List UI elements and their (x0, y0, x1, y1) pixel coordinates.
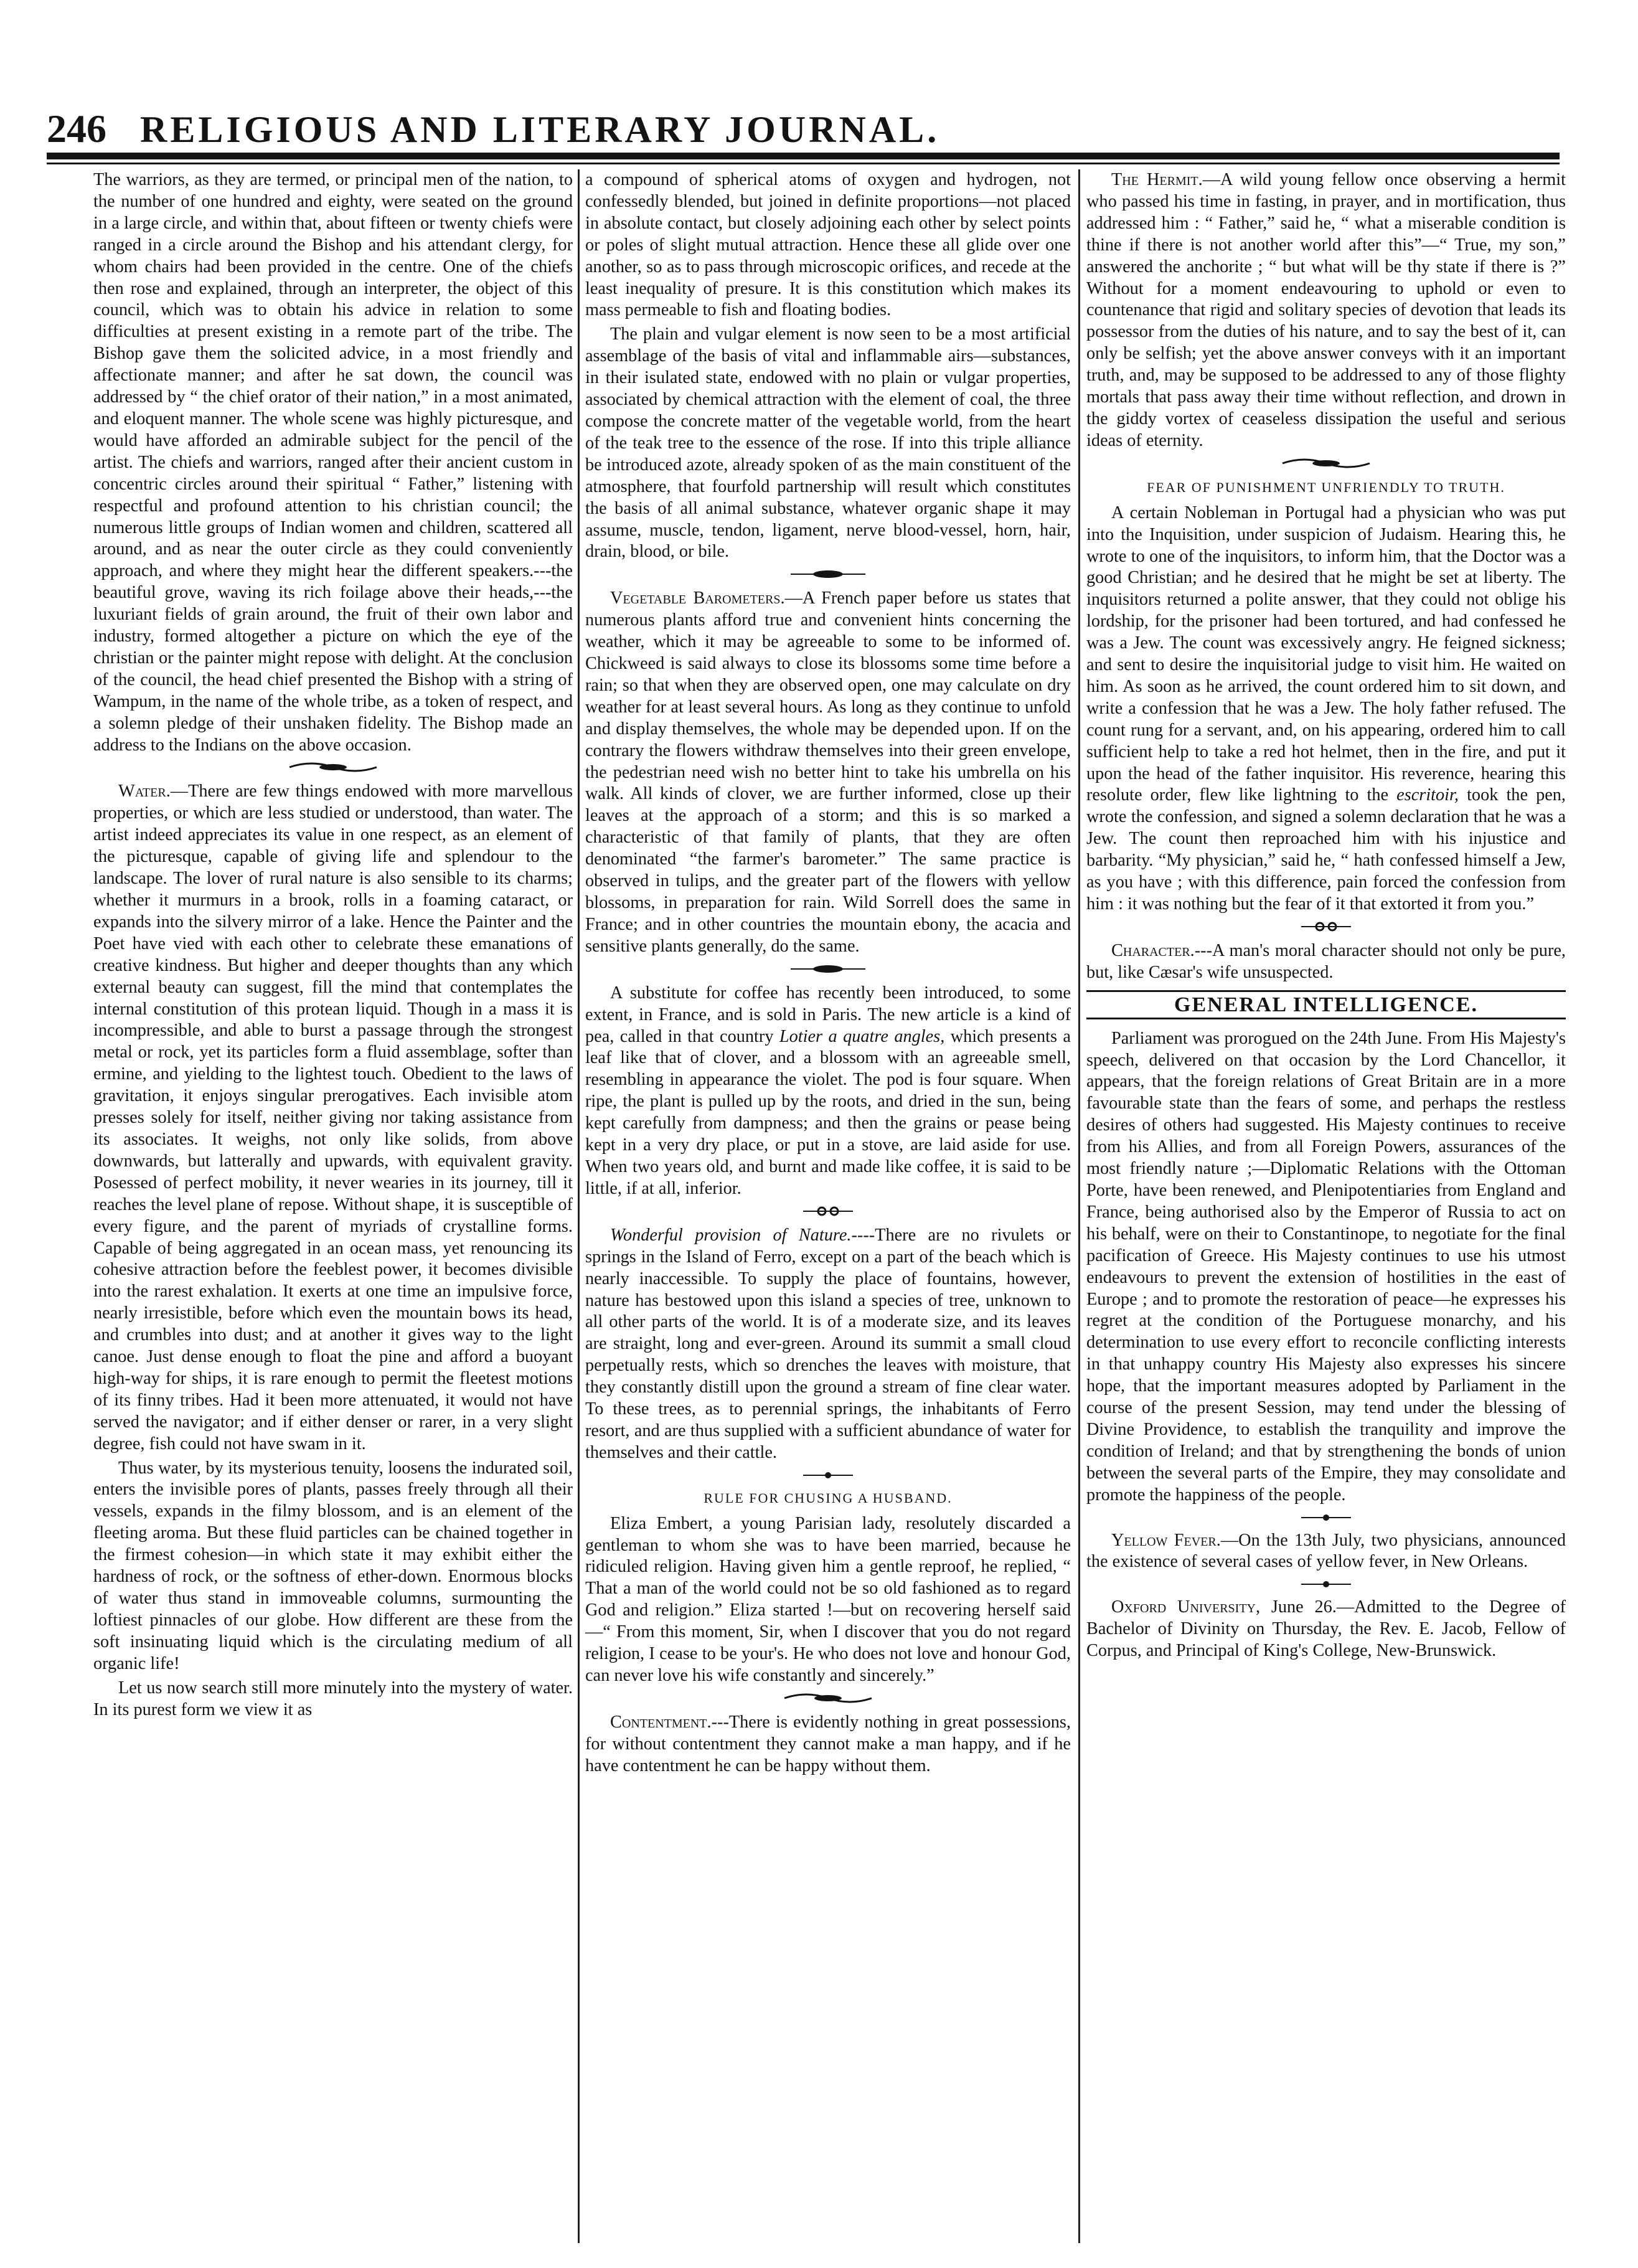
article-fear: A certain Nobleman in Portugal had a physician who was put into the Inquisition, under suspicion of Judaism. Hearing this, he wrote to one of the inquisitors, to inform him, that the Doctor was a good Christian; and he desired that he might be set at liberty. The inquisitors returned a polite answer, that they could not oblige his lordship, for the prisoner had been tortured, and had confessed he was a Jew. The count was excessively angry. He feigned sickness; and sent to desire the inquisitorial judge to visit him. He waited on him. As soon as he arrived, the count ordered him to sit down, and write a confession that he was a Jew. The holy father refused. The count rung for a servant, and, on his appearing, ordered him to call sufficient help to take a red hot helmet, then in the fire, and put it upon the head of the father inquisitor. His reverence, hearing this resolute order, flew like lightning to the escritoir, took the pen, wrote the confession, and signed a solemn declaration that he was a Jew. The count then reproached him with his injustice and barbarity. “My physician,” said he, “ hath confessed himself a Jew, as you have ; with this difference, pain forced the confession from him : it was nothing but the fear of it that extorted it from you.” (1086, 503, 1566, 914)
masthead (47, 106, 1560, 149)
ornament-divider (1086, 457, 1566, 471)
article-lead: Contentment. (610, 1712, 712, 1732)
article-paragraph: Eliza Embert, a young Parisian lady, resolutely discarded a gentleman to whom she was to have been married, because he ridiculed religion. Having given him a gentle reproof, he replied, “ That a man of the world could not be so old fashioned as to regard God and religion.” Eliza started !—but on recovering herself said—“ From this moment, Sir, when I discover that you do not regard religion, I cease to be your's. He who does not love and honour God, can never love his wife constantly and sincerely.” (585, 1513, 1071, 1685)
article-lead: Wonderful provision of Nature. (610, 1225, 852, 1245)
article-paragraph: Thus water, by its mysterious tenuity, loosens the indurated soil, enters the invisible pores of plants, passes freely through all their vessels, expands in the filmy blossom, and is an element of the fleeting aroma. But these fluid particles can be chained together in the firmest cohesion—in which state it may exhibit either the hardness of rock, or the softness of ether-down. Enormous blocks of water thus stand in immoveable columns, surmounting the loftiest pinnacles of our globe. How different are these from the soft insinuating liquid which is the circulating medium of all organic life! (93, 1458, 573, 1673)
article-fever: Yellow Fever.—On the 13th July, two physicians, announced the existence of several cases of yellow fever, in New Orleans. (1086, 1530, 1566, 1572)
page-number: 246 (47, 106, 106, 151)
article-heading: RULE FOR CHUSING A HUSBAND. (704, 1490, 953, 1506)
article-barometers: Vegetable Barometers.—A French paper before us states that numerous plants afford true and convenient hints concerning the weather, which it may be agreeable to some to be informed of. Chickweed is said always to close its blossoms some time before a rain; so that when they are observed open, one may calculate on dry weather for at least several hours. As long as they continue to unfold and display themselves, the whole may be depended upon. If on the contrary the flowers withdraw themselves into their green envelope, the pedestrian need wish no better hint to take his umbrella on his walk. All kinds of clover, we are further informed, close up their leaves at the approach of a storm; and this is so marked a characteristic of that family of plants, that they are often denominated “the farmer's barometer.” The same practice is observed in tulips, and the greater part of the flowers with yellow blossoms, in preparation for rain. Wild Sorrell does the same in France; and in other countries the mountain ebony, the acacia and sensitive plants generally, do the same. (585, 588, 1071, 956)
article-hermit: The Hermit.—A wild young fellow once observing a hermit who passed his time in fasting, in prayer, and in mortification, thus addressed him : “ Father,” said he, “ what a miserable condition is thine if there is not another world after this”—“ True, my son,” answered the anchorite ; “ but what will be thy state if there is ?” Without for a moment endeavouring to uphold or even to countenance that rigid and solitary species of devotion that leads its possessor from the duties of his nature, and to say the best of it, can only be selfish; yet the above answer conveys with it an important truth, and, may be supposed to be addressed to any of those flighty mortals that pass away their time without reflection, and drown in the giddy vortex of ceaseless dissipation the useful and serious ideas of eternity. (1086, 170, 1566, 450)
ornament-divider (1086, 1511, 1566, 1524)
column-divider (578, 169, 580, 2243)
ornament-divider (585, 1692, 1071, 1706)
ornament-divider (585, 568, 1071, 582)
ornament-divider (93, 761, 573, 775)
article-paragraph: The plain and vulgar element is now seen to be a most artificial assemblage of the basis of vital and inflammable airs—substances, in their isulated state, endowed with no plain or vulgar properties, associated by chemical attraction with the element of coal, the three compose the concrete matter of the vegetable world, from the heart of the teak tree to the essence of the rose. If into this triple alliance be introduced azote, already spoken of as the main constituent of the atmosphere, that fourfold partnership will result which constitutes the basis of all animal substance, whatever organic shape it may assume, muscle, tendon, ligament, nerve blood-vessel, horn, hair, drain, blood, or bile. (585, 324, 1071, 562)
article-character: Character.---A man's moral character should not only be pure, but, like Cæsar's wife unsuspected. (1086, 940, 1566, 982)
running-head: RELIGIOUS AND LITERARY JOURNAL. (140, 109, 940, 150)
section-heading: GENERAL INTELLIGENCE. (1086, 990, 1566, 1019)
column-divider (1078, 169, 1080, 2243)
ornament-divider (585, 1205, 1071, 1219)
article-wonderful: Wonderful provision of Nature.----There are no rivulets or springs in the Island of Ferro, except on a part of the beach which is nearly inaccessible. To supply the place of fountains, however, nature has bestowed upon this island a species of tree, unknown to all other parts of the world. It is of a moderate size, and its leaves are straight, long and ever-green. Around its summit a small cloud perpetually rests, which so drenches the leaves with moisture, that they constantly distill upon the ground a stream of fine clear water. To these trees, as to perennial springs, the inhabitants of Ferro resort, and are thus supplied with a sufficient abundance of water for themselves and their cattle. (585, 1225, 1071, 1462)
article-lead: Water. (118, 782, 171, 801)
column-left (93, 169, 573, 2243)
article-lead: The Hermit. (1111, 170, 1203, 189)
column-middle (585, 169, 1071, 2243)
article-paragraph: a compound of spherical atoms of oxygen and hydrogen, not confessedly blended, but joined in definite proportions—not placed in absolute contact, but closely adjoining each other by select points or poles of slight mutual attraction. Hence these all glide over one another, so as to pass through microscopic orifices, and recede at the least inequality of presure. It is this constitution which makes its mass permeable to fish and floating bodies. (585, 170, 1071, 320)
article-lead: Oxford University, (1111, 1597, 1261, 1617)
article-paragraph: The warriors, as they are termed, or principal men of the nation, to the number of one hundred and eighty, were seated on the ground in a large circle, and within that, about fifteen or twenty chiefs were ranged in a circle around the Bishop and his attendant clergy, for whom chairs had been provided in the centre. One of the chiefs then rose and explained, through an interpreter, the object of this council, which was to obtain his advice in relation to some difficulties at present existing in a remote part of the tribe. The Bishop gave them the solicited advice, in a most friendly and affectionate manner; and after he sat down, the council was addressed by “ the chief orator of their nation,” in a most animated, and eloquent manner. The whole scene was highly picturesque, and would have afforded an admirable subject for the pencil of the artist. The chiefs and warriors, ranged after their ancient custom in concentric circles around their spiritual “ Father,” listening with respectful and profound attention to his christian council; the numerous little groups of Indian women and children, scattered all around, and as near the outer circle as they could conveniently approach, and where they might hear the different speakers.---the beautiful grove, waving its rich foilage above their heads,---the luxuriant fields of grain around, the fruit of their own labor and industry, formed altogether a picture on which the eye of the christian or the painter might repose with delight. At the conclusion of the council, the head chief presented the Bishop with a string of Wampum, in the name of the whole tribe, as a token of respect, and a solemn pledge of their unshaken fidelity. The Bishop made an address to the Indians on the above occasion. (93, 170, 573, 755)
article-lead: Yellow Fever. (1111, 1530, 1221, 1550)
article-water: Water.—There are few things endowed with more marvellous properties, or which are less studied or understood, than water. The artist indeed appreciates its value in one respect, as an element of the picturesque, capable of giving life and splendour to the landscape. The lover of rural nature is also sensible to its charms; whether it murmurs in a brook, rolls in a foaming cataract, or expands into the silvery mirror of a lake. Hence the Painter and the Poet have vied with each other to celebrate these emanations of creative kindness. But higher and deeper thoughts than any which external beauty can suggest, fill the mind that contemplates the internal constitution of this protean liquid. Though in a mass it is incompressible, and able to burst a passage through the strongest metal or rock, yet its particles form a fluid assemblage, softer than ermine, and yielding to the lightest touch. Obedient to the laws of gravitation, it enjoys singular prerogatives. Each invisible atom presses solely for itself, neither giving nor taking assistance from its associates. It weighs, not only like solids, from above downwards, but latterally and upwards, with equivalent gravity. Posessed of perfect mobility, it never wearies in its journey, till it reaches the level plane of repose. Without shape, it is susceptible of every figure, and the parent of myriads of crystalline forms. Capable of being aggregated in an ocean mass, yet renouncing its cohesive attraction before the feeblest power, it becomes divisible into the rarest exhalation. It exerts at one time an impulsive force, nearly irresistible, before which even the mountain bows its head, and crumbles into dust; and at another it gives way to the light canoe. Just dense enough to float the pine and afford a buoyant high-way for ships, it is rare enough to permit the fleetest motions of its finny tribes. Had it been more attenuated, it would not have served the navigator; and if either denser or rarer, in a very slight degree, fish could not have swam in it. (93, 782, 573, 1453)
article-paragraph: Parliament was prorogued on the 24th June. From His Majesty's speech, delivered on that occasion by the Lord Chancellor, it appears, that the foreign relations of Great Britain are in a more favourable state than the fears of some, and perhaps the restless desires of others had suggested. His Majesty continues to receive from his Allies, and from all Foreign Powers, assurances of the most friendly nature ;—Diplomatic Relations with the Ottoman Porte, have been renewed, and Plenipotentiaries from England and France, being authorised also by the Emperor of Russia to act on his behalf, were on their to Constantinope, to negotiate for the final pacification of Greece. His Majesty continues to use his utmost endeavours to prevent the extension of hostilities in the east of Europe ; and to promote the restoration of peace—he expresses his regret at the condition of the Portuguese monarchy, and his determination to use every effort to reconcile conflicting interests in that unhappy country His Majesty also expresses his sincere hope, that the important measures adopted by Parliament in the course of the present Session, may tend under the blessing of Divine Providence, to establish the tranquility and improve the condition of Ireland; and that by strengthening the bonds of union between the several parts of the Empire, they may consolidate and promote the happiness of the people. (1086, 1028, 1566, 1505)
header-rule-thin (47, 163, 1560, 164)
column-right (1086, 169, 1566, 2243)
ornament-divider (585, 963, 1071, 976)
header-rule-thick (47, 153, 1560, 159)
article-lead: Character. (1111, 940, 1195, 960)
article-coffee: A substitute for coffee has recently been introduced, to some extent, in France, and is sold in Paris. The new article is a kind of pea, called in that country Lotier a quatre angles, which presents a leaf like that of clover, and a blossom with an agreeable smell, resembling in appearance the violet. The pod is four square. When ripe, the plant is pulled up by the roots, and dried in the sun, being kept carefully from dampness; and then the grains or pease being kept in a very dry place, or put in a stove, are laid aside for use. When two years old, and burnt and made like coffee, it is said to be little, if at all, inferior. (585, 983, 1071, 1198)
ornament-divider (1086, 1578, 1566, 1590)
ornament-divider (1086, 920, 1566, 934)
article-paragraph: Let us now search still more minutely into the mystery of water. In its purest form we view it as (93, 1678, 573, 1719)
ornament-divider (585, 1469, 1071, 1481)
article-oxford: Oxford University, June 26.—Admitted to the Degree of Bachelor of Divinity on Thursday, the Rev. E. Jacob, Fellow of Corpus, and Principal of King's College, New-Brunswick. (1086, 1597, 1566, 1661)
article-lead: Vegetable Barometers. (610, 588, 785, 608)
article-contentment: Contentment.---There is evidently nothing in great possessions, for without contentment they cannot make a man happy, and if he have contentment he can be happy without them. (585, 1712, 1071, 1775)
article-heading: FEAR OF PUNISHMENT UNFRIENDLY TO TRUTH. (1147, 479, 1505, 495)
